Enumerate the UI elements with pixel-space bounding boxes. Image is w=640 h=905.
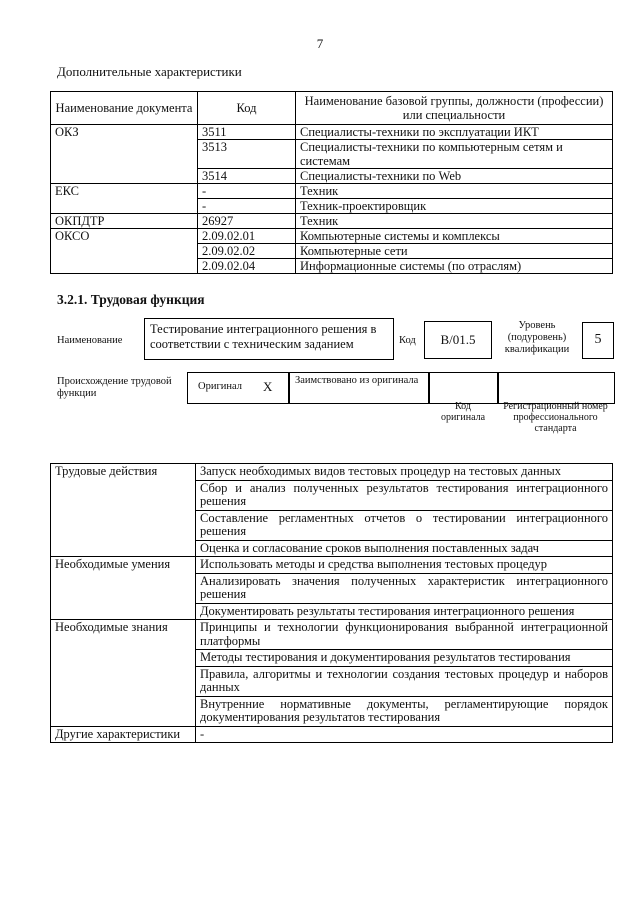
group-cell: Компьютерные сети	[296, 244, 613, 259]
page-number: 7	[316, 36, 324, 51]
detail-item: Оценка и согласование сроков выполнения поставленных задач	[196, 540, 613, 557]
borrowed-label: Заимствовано из оригинала	[295, 375, 419, 386]
code-box	[424, 321, 492, 359]
detail-item: Внутренние нормативные документы, регламентирующие порядок документирования результатов тестирования	[196, 696, 613, 726]
doc-cell: ЕКС	[51, 184, 198, 214]
table-row	[51, 214, 613, 229]
header-code: Код	[198, 92, 296, 125]
code-cell: 2.09.02.02	[198, 244, 296, 259]
detail-row	[51, 620, 613, 650]
table-row	[51, 184, 613, 199]
level-box	[582, 322, 614, 359]
code-cell: -	[198, 199, 296, 214]
detail-row	[51, 557, 613, 574]
header-group: Наименование базовой группы, должности (профессии) или специальности	[296, 92, 613, 125]
group-cell: Специалисты-техники по компьютерным сетям и системам	[296, 140, 613, 169]
code-value: B/01.5	[440, 332, 476, 347]
group-cell: Техник	[296, 214, 613, 229]
table-row	[51, 229, 613, 244]
reg-number-label: Регистрационный номер профессионального стандарта	[503, 401, 608, 434]
name-value: Тестирование интеграционного решения в соответствии с техническим заданием	[150, 322, 377, 351]
origin-label: Происхождение трудовой функции	[57, 376, 172, 399]
reg-number-box	[498, 372, 615, 404]
detail-item: Принципы и технологии функционирования выбранной интеграционной платформы	[196, 620, 613, 650]
code-label: Код	[399, 335, 416, 346]
group-cell: Специалисты-техники по эксплуатации ИКТ	[296, 125, 613, 140]
group-cell: Информационные системы (по отраслям)	[296, 259, 613, 274]
group-cell: Техник	[296, 184, 613, 199]
group-title: Трудовые действия	[51, 464, 196, 557]
table-row	[51, 125, 613, 140]
detail-item: Анализировать значения полученных характеристик интеграционного решения	[196, 573, 613, 603]
detail-item: Методы тестирования и документирования результатов тестирования	[196, 650, 613, 667]
code-cell: 3511	[198, 125, 296, 140]
detail-row	[51, 726, 613, 743]
name-box	[144, 318, 394, 360]
group-cell: Техник-проектировщик	[296, 199, 613, 214]
detail-item: Запуск необходимых видов тестовых процедур на тестовых данных	[196, 464, 613, 481]
original-mark: X	[263, 379, 273, 394]
original-label: Оригинал	[198, 381, 242, 392]
group-title: Другие характеристики	[51, 726, 196, 743]
detail-item: -	[196, 726, 613, 743]
group-cell: Компьютерные системы и комплексы	[296, 229, 613, 244]
additional-caption: Дополнительные характеристики	[57, 64, 242, 79]
group-title: Необходимые знания	[51, 620, 196, 727]
detail-item: Документировать результаты тестирования интеграционного решения	[196, 603, 613, 620]
code-cell: 2.09.02.01	[198, 229, 296, 244]
code-cell: 26927	[198, 214, 296, 229]
orig-code-box	[429, 372, 498, 404]
detail-item: Составление регламентных отчетов о тестировании интеграционного решения	[196, 510, 613, 540]
detail-row	[51, 464, 613, 481]
original-box	[187, 372, 289, 404]
code-cell: 2.09.02.04	[198, 259, 296, 274]
group-cell: Специалисты-техники по Web	[296, 169, 613, 184]
orig-code-label: Код оригинала	[440, 401, 486, 423]
level-value: 5	[594, 332, 602, 347]
name-label: Наименование	[57, 335, 123, 346]
code-cell: -	[198, 184, 296, 199]
details-table	[50, 463, 613, 743]
doc-cell: ОКПДТР	[51, 214, 198, 229]
code-cell: 3514	[198, 169, 296, 184]
additional-table	[50, 91, 613, 274]
detail-item: Правила, алгоритмы и технологии создания тестовых процедур и наборов данных	[196, 666, 613, 696]
level-label: Уровень (подуровень) квалификации	[504, 320, 570, 355]
group-title: Необходимые умения	[51, 557, 196, 620]
detail-item: Сбор и анализ полученных результатов тестирования интеграционного решения	[196, 480, 613, 510]
detail-item: Использовать методы и средства выполнения тестовых процедур	[196, 557, 613, 574]
section-title: 3.2.1. Трудовая функция	[57, 292, 205, 307]
code-cell: 3513	[198, 140, 296, 169]
borrowed-box	[289, 372, 429, 404]
doc-cell: ОКЗ	[51, 125, 198, 184]
header-document: Наименование документа	[51, 92, 198, 125]
table-header-row	[51, 92, 613, 125]
doc-cell: ОКСО	[51, 229, 198, 274]
